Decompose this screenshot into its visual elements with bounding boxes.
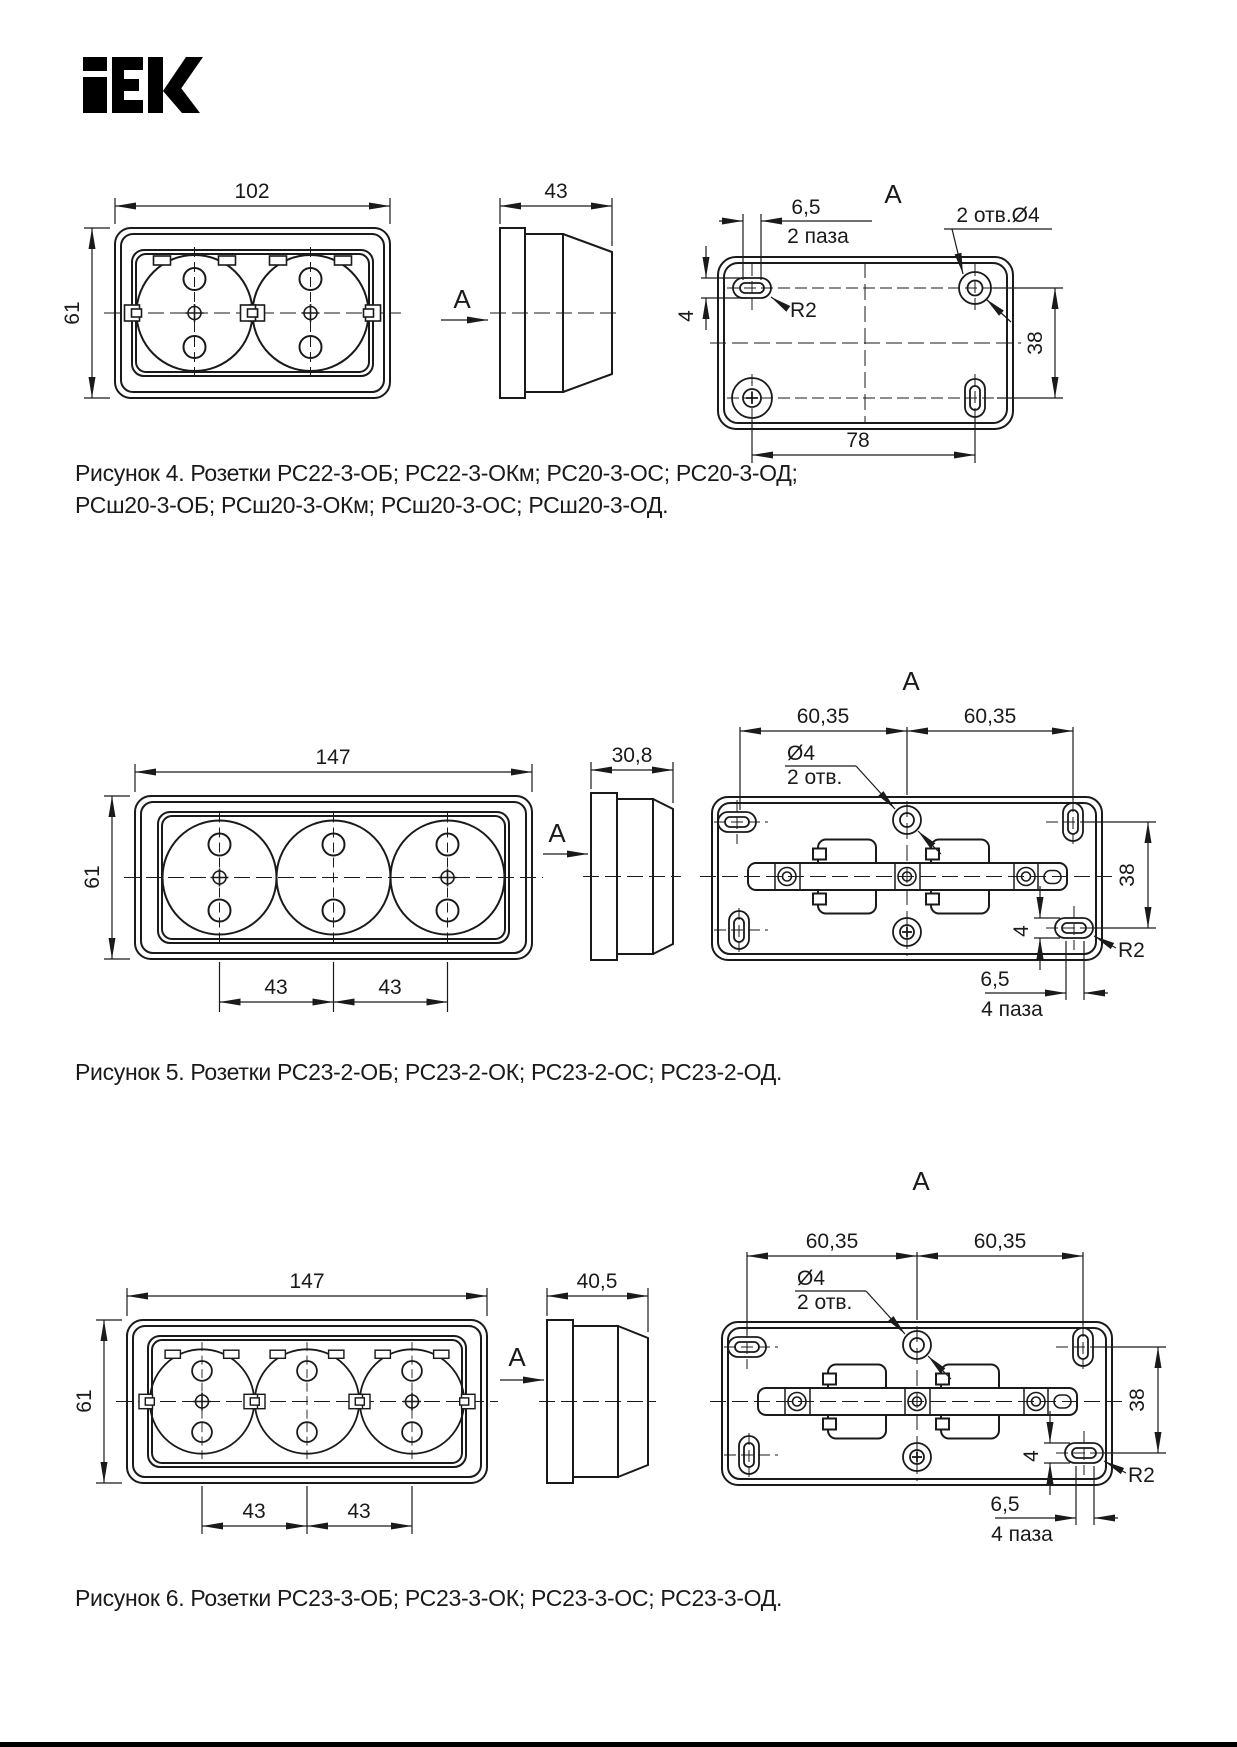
- screw-icon: [302, 304, 320, 322]
- figure5: [75, 666, 1156, 1085]
- page-bottom-rule: [0, 1742, 1237, 1747]
- fig6-view-arrow-label: A: [508, 1342, 526, 1372]
- fig5-slot-height-dim: 4: [1010, 925, 1033, 937]
- fig5-depth-dim: 30,8: [611, 744, 653, 767]
- fig5-hole-pitch-left: 60,35: [796, 705, 850, 728]
- fig6-pitch-left-dim: 43: [242, 1500, 266, 1523]
- fig5-holes-note: 2 отв.: [787, 766, 843, 789]
- screw-icon: [193, 1393, 211, 1411]
- fig5-hole-dia: Ø4: [787, 742, 816, 765]
- fig5-pitch-right-dim: 43: [378, 976, 402, 999]
- fig5-view-arrow: [543, 818, 588, 854]
- fig6-slots-note: 4 паза: [991, 1523, 1053, 1546]
- fig4-corner-radius: R2: [790, 299, 817, 322]
- figure6: [73, 1166, 1166, 1611]
- fig4-front-view: [104, 228, 401, 398]
- fig4-rear-view: [710, 257, 1021, 429]
- fig4-width-dim: 102: [234, 180, 270, 203]
- fig6-depth-dim: 40,5: [576, 1270, 618, 1293]
- fig4-hspan-dim: 78: [846, 429, 870, 452]
- fig5-pitch-left-dim: 43: [264, 976, 288, 999]
- fig4-rear-view-label: A: [884, 179, 902, 209]
- fig5-rear-view-label: A: [902, 666, 920, 696]
- fig4-depth-dim: 43: [544, 180, 568, 203]
- fig5-front-view: [124, 796, 543, 959]
- fig6-holes-note: 2 отв.: [797, 1291, 853, 1314]
- fig6-hole-pitch-left: 60,35: [805, 1230, 859, 1253]
- fig6-rear-view-label: A: [912, 1166, 930, 1196]
- fig6-hole-pitch-right: 60,35: [973, 1230, 1027, 1253]
- fig5-front-dimensions: [81, 746, 532, 1012]
- iek-logo: [83, 57, 203, 113]
- fig6-rear-dimensions: [747, 1166, 1166, 1546]
- fig5-corner-radius: R2: [1118, 939, 1145, 962]
- fig5-rear-view: [700, 797, 1115, 960]
- fig4-slots-note: 2 паза: [787, 225, 849, 248]
- fig6-slot-width-dim: 6,5: [990, 1493, 1020, 1516]
- figure4: [61, 179, 1063, 518]
- fig5-vspan-dim: 38: [1116, 863, 1139, 887]
- fig6-side-view: [539, 1270, 656, 1483]
- fig4-caption-line1: Рисунок 4. Розетки РС22-3-ОБ; РС22-3-ОКм; РС20-3-ОС; РС20-3-ОД;: [75, 460, 798, 486]
- screw-icon: [186, 304, 204, 322]
- fig6-front-view: [116, 1320, 498, 1483]
- fig5-height-dim: 61: [81, 865, 104, 889]
- fig6-pitch-right-dim: 43: [347, 1500, 371, 1523]
- fig5-caption-line1: Рисунок 5. Розетки РС23-2-ОБ; РС23-2-ОК; РС23-2-ОС; РС23-2-ОД.: [75, 1059, 783, 1085]
- fig4-height-dim: 61: [61, 301, 84, 325]
- fig4-holes-note: 2 отв.Ø4: [956, 204, 1040, 227]
- fig6-height-dim: 61: [73, 1389, 96, 1413]
- fig5-slots-note: 4 паза: [981, 998, 1043, 1021]
- fig6-corner-radius: R2: [1128, 1464, 1155, 1487]
- fig4-side-view: [490, 180, 622, 398]
- fig4-vspan-dim: 38: [1024, 331, 1047, 355]
- screw-icon: [439, 869, 457, 887]
- fig6-hole-dia: Ø4: [797, 1267, 826, 1290]
- fig4-rear-dimensions: [675, 179, 1063, 463]
- screw-icon: [403, 1393, 421, 1411]
- fig5-side-view: [583, 744, 681, 960]
- fig5-slot-width-dim: 6,5: [980, 968, 1010, 991]
- fig5-hole-pitch-right: 60,35: [963, 705, 1017, 728]
- fig6-view-arrow: [500, 1342, 544, 1380]
- fig6-slot-height-dim: 4: [1020, 1450, 1043, 1462]
- fig4-front-dimensions: [61, 180, 390, 398]
- fig6-vspan-dim: 38: [1126, 1388, 1149, 1412]
- fig4-slot-height-dim: 4: [675, 310, 698, 322]
- screw-icon: [211, 869, 229, 887]
- fig6-rear-view: [710, 1322, 1125, 1485]
- fig5-view-arrow-label: A: [548, 818, 566, 848]
- fig4-caption-line2: РСш20-3-ОБ; РСш20-3-ОКм; РСш20-3-ОС; РСш20-3-ОД.: [75, 492, 669, 518]
- fig5-width-dim: 147: [315, 746, 351, 769]
- fig4-view-arrow-label: A: [453, 284, 471, 314]
- fig4-view-arrow: [441, 284, 488, 320]
- fig4-slot-width-dim: 6,5: [791, 196, 821, 219]
- fig6-caption-line1: Рисунок 6. Розетки РС23-3-ОБ; РС23-3-ОК; РС23-3-ОС; РС23-3-ОД.: [75, 1585, 783, 1611]
- fig6-width-dim: 147: [289, 1270, 325, 1293]
